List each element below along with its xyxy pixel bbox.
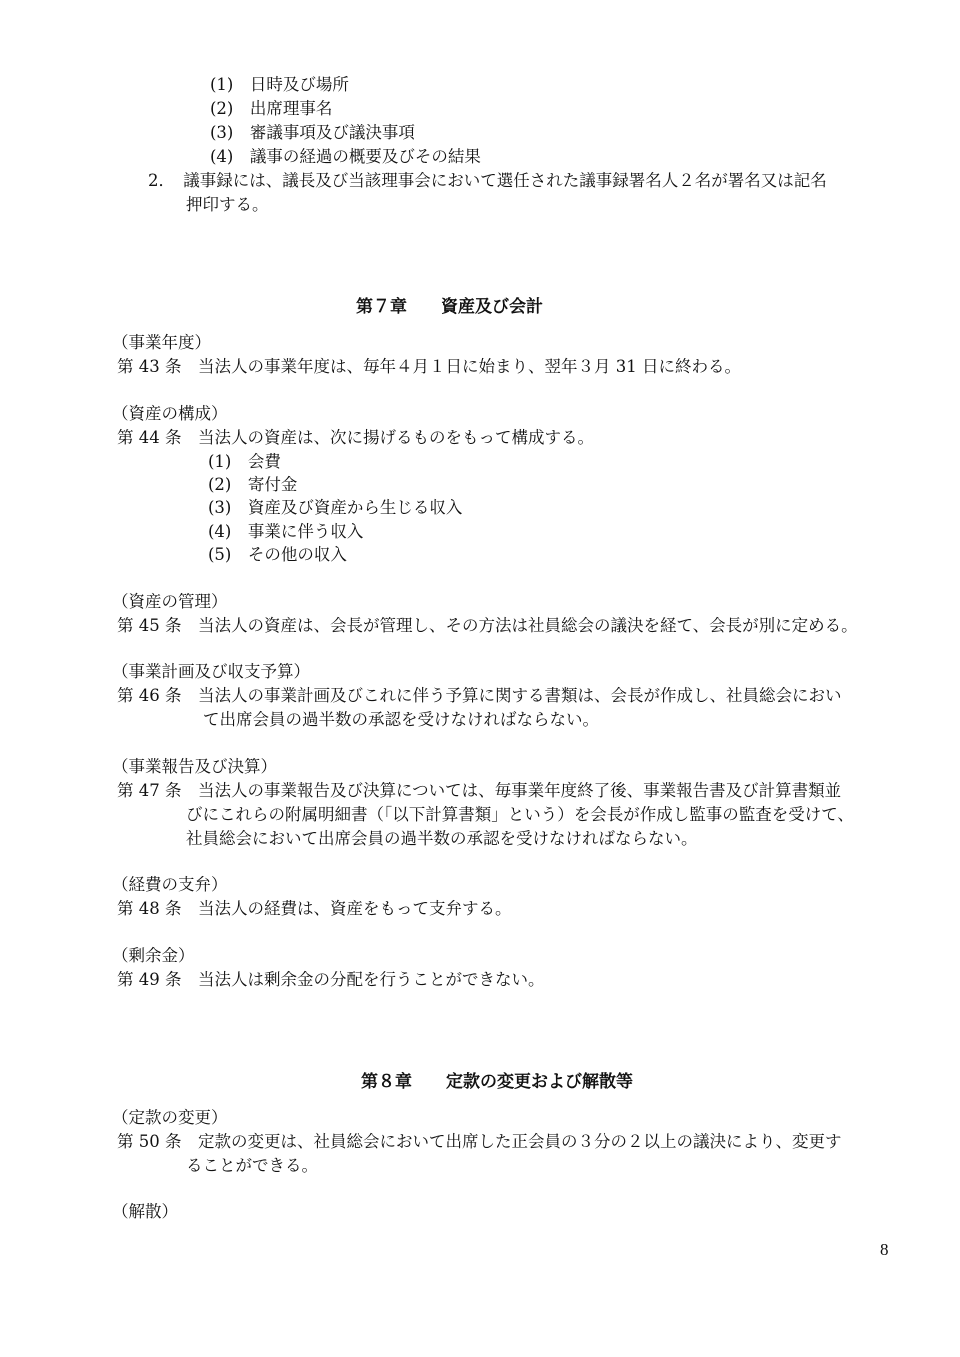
article-46-heading: （事業計画及び収支予算） bbox=[112, 662, 310, 681]
list-item: (2) 出席理事名 bbox=[210, 99, 333, 118]
article-47-text-continued: 社員総会において出席会員の過半数の承認を受けなければならない。 bbox=[186, 829, 698, 848]
list-item: (1) 日時及び場所 bbox=[210, 75, 349, 94]
list-item: (3) 審議事項及び議決事項 bbox=[210, 123, 415, 142]
article-49-text: 第 49 条 当法人は剰余金の分配を行うことができない。 bbox=[117, 970, 545, 989]
article-47-text-continued: びにこれらの附属明細書（「以下計算書類」という）を会長が作成し監事の監査を受けて、 bbox=[186, 805, 854, 824]
list-item: (3) 資産及び資産から生じる収入 bbox=[208, 498, 463, 517]
article-50-heading: （定款の変更） bbox=[112, 1108, 228, 1127]
list-item: (2) 寄付金 bbox=[208, 475, 298, 494]
list-item: (1) 会費 bbox=[208, 452, 281, 471]
clause-2-text: 2． 議事録には、議長及び当該理事会において選任された議事録署名人２名が署名又は記名 bbox=[148, 171, 827, 190]
article-49-heading: （剰余金） bbox=[112, 946, 195, 965]
article-44-heading: （資産の構成） bbox=[112, 404, 228, 423]
article-43-heading: （事業年度） bbox=[112, 333, 211, 352]
article-50-text: 第 50 条 定款の変更は、社員総会において出席した正会員の３分の２以上の議決により、変更す bbox=[117, 1132, 842, 1151]
article-46-text: 第 46 条 当法人の事業計画及びこれに伴う予算に関する書類は、会長が作成し、社員総会におい bbox=[117, 686, 842, 705]
dissolution-heading: （解散） bbox=[112, 1202, 178, 1221]
article-48-text: 第 48 条 当法人の経費は、資産をもって支弁する。 bbox=[117, 899, 512, 918]
article-43-text: 第 43 条 当法人の事業年度は、毎年４月１日に始まり、翌年３月 31 日に終わる。 bbox=[117, 357, 741, 376]
clause-2-text-continued: 押印する。 bbox=[186, 195, 269, 214]
list-item: (5) その他の収入 bbox=[208, 545, 347, 564]
list-item: (4) 議事の経過の概要及びその結果 bbox=[210, 147, 481, 166]
page-number: 8 bbox=[880, 1240, 889, 1259]
article-50-text-continued: ることができる。 bbox=[186, 1156, 318, 1175]
chapter-7-title: 第７章 資産及び会計 bbox=[356, 297, 543, 317]
article-45-text: 第 45 条 当法人の資産は、会長が管理し、その方法は社員総会の議決を経て、会長が別に定める。 bbox=[117, 616, 858, 635]
article-46-text-continued: て出席会員の過半数の承認を受けなければならない。 bbox=[203, 710, 599, 729]
chapter-8-title: 第８章 定款の変更および解散等 bbox=[361, 1072, 633, 1092]
article-45-heading: （資産の管理） bbox=[112, 592, 228, 611]
article-47-text: 第 47 条 当法人の事業報告及び決算については、毎事業年度終了後、事業報告書及び計算書類並 bbox=[117, 781, 842, 800]
article-44-text: 第 44 条 当法人の資産は、次に揚げるものをもって構成する。 bbox=[117, 428, 594, 447]
article-47-heading: （事業報告及び決算） bbox=[112, 757, 277, 776]
article-48-heading: （経費の支弁） bbox=[112, 875, 228, 894]
list-item: (4) 事業に伴う収入 bbox=[208, 522, 364, 541]
